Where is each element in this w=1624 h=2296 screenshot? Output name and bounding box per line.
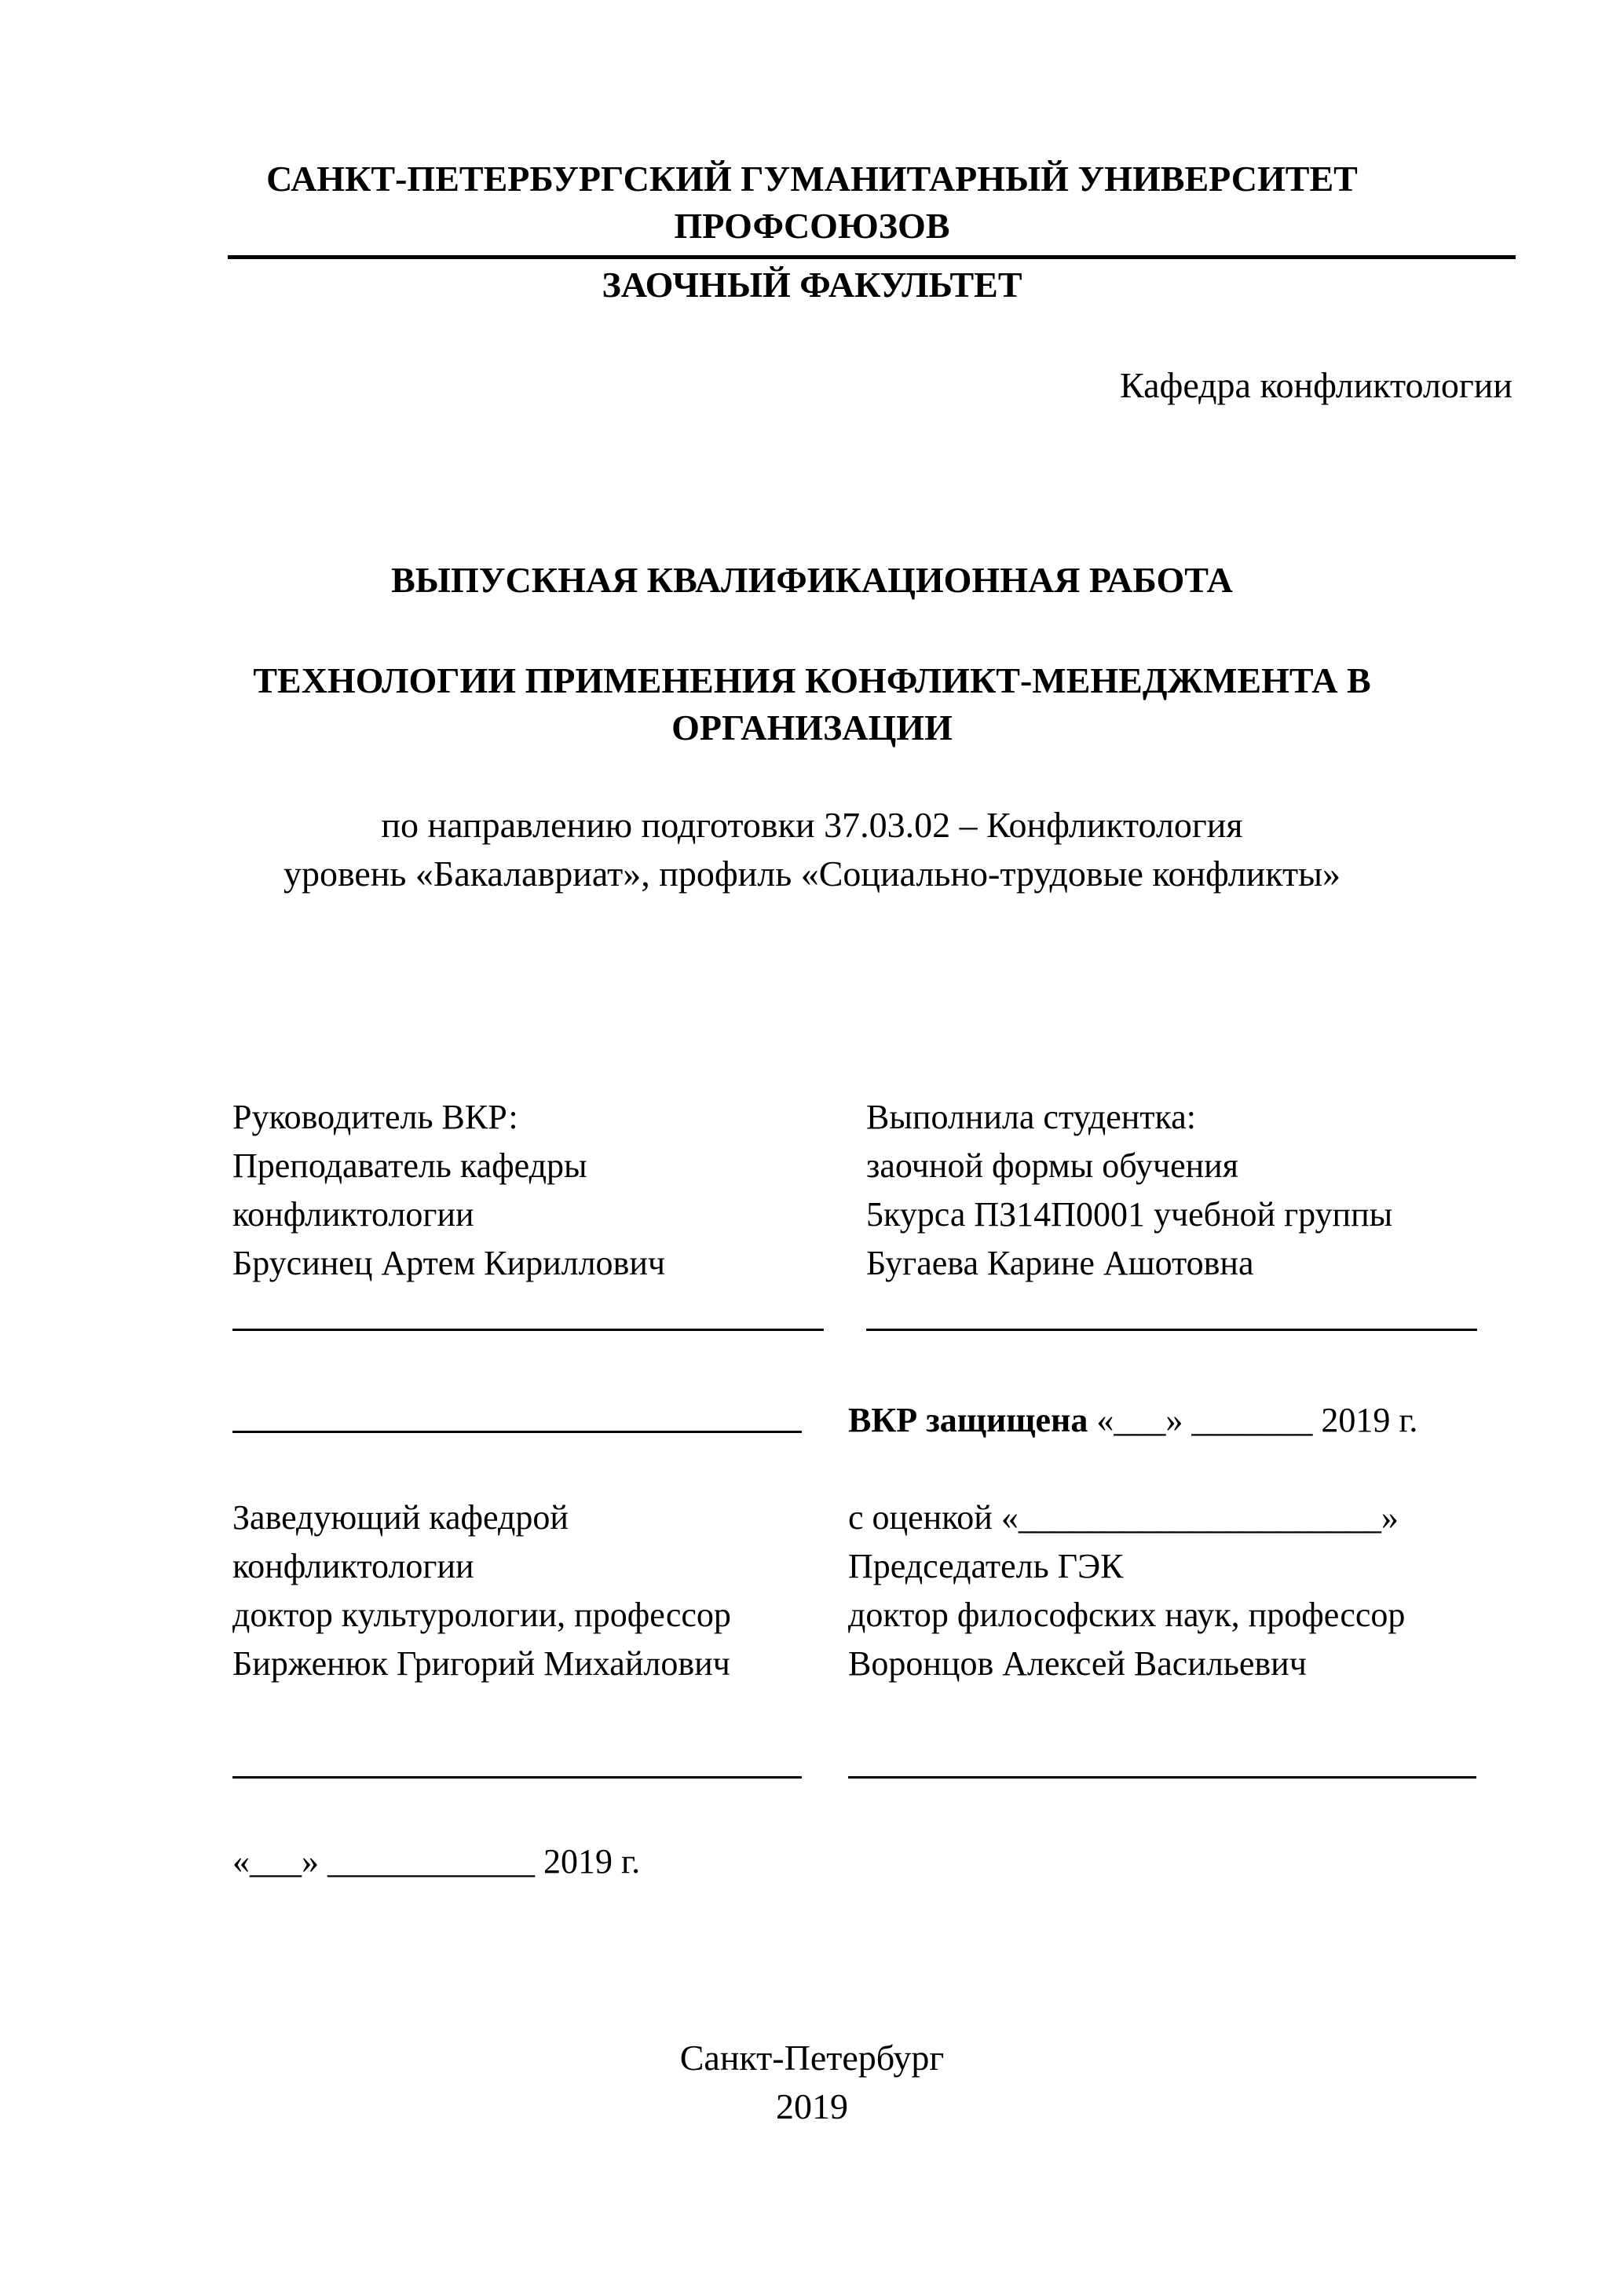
faculty-name: ЗАОЧНЫЙ ФАКУЛЬТЕТ: [602, 265, 1022, 305]
chair-signature-line: [848, 1776, 1476, 1779]
footer-city: Санкт-Петербург: [679, 2038, 945, 2078]
head-signature-line: [232, 1776, 802, 1779]
head-title-line1: Заведующий кафедрой: [232, 1498, 569, 1537]
student-label: Выполнила студентка:: [866, 1098, 1196, 1136]
university-name-line2: ПРОФСОЮЗОВ: [674, 206, 950, 246]
head-title-line2: конфликтологии: [232, 1547, 474, 1585]
chair-degree: доктор философских наук, профессор: [848, 1596, 1406, 1634]
footer-year: 2019: [776, 2086, 848, 2126]
supervisor-position-line2: конфликтологии: [232, 1195, 474, 1234]
work-type-heading: ВЫПУСКНАЯ КВАЛИФИКАЦИОННАЯ РАБОТА: [391, 560, 1233, 600]
left-signature-line: [232, 1431, 802, 1433]
grade-line: с оценкой «_____________________»: [848, 1498, 1399, 1537]
head-of-department-block: [232, 1493, 731, 1688]
supervisor-name: Брусинец Артем Кириллович: [232, 1244, 665, 1282]
defense-date: «___» _______ 2019 г.: [1088, 1401, 1418, 1439]
date-line: «___» ____________ 2019 г.: [232, 1842, 641, 1881]
thesis-topic-line2: ОРГАНИЗАЦИИ: [671, 707, 953, 748]
university-name-line1: САНКТ-ПЕТЕРБУРГСКИЙ ГУМАНИТАРНЫЙ УНИВЕРСИТЕТ: [266, 159, 1358, 199]
commission-chair-block: [848, 1493, 1405, 1688]
department-name: Кафедра конфликтологии: [1120, 365, 1512, 405]
thesis-topic-line1: ТЕХНОЛОГИИ ПРИМЕНЕНИЯ КОНФЛИКТ-МЕНЕДЖМЕНТА В: [253, 660, 1371, 700]
student-group: 5курса ПЗ14П0001 учебной группы: [866, 1195, 1393, 1234]
student-study-form: заочной формы обучения: [866, 1146, 1238, 1185]
defense-line: [848, 1396, 1417, 1445]
student-block: [866, 1093, 1392, 1288]
supervisor-label: Руководитель ВКР:: [232, 1098, 518, 1136]
supervisor-position-line1: Преподаватель кафедры: [232, 1146, 587, 1185]
supervisor-signature-line: [232, 1329, 824, 1331]
head-name: Бирженюк Григорий Михайлович: [232, 1644, 730, 1683]
head-degree: доктор культурологии, профессор: [232, 1596, 731, 1634]
student-name: Бугаева Карине Ашотовна: [866, 1244, 1254, 1282]
chair-name: Воронцов Алексей Васильевич: [848, 1644, 1307, 1683]
study-profile: уровень «Бакалавриат», профиль «Социально-трудовые конфликты»: [283, 854, 1341, 894]
header-divider: [228, 255, 1516, 259]
defense-label: ВКР защищена: [848, 1401, 1088, 1439]
study-direction: по направлению подготовки 37.03.02 – Конфликтология: [381, 805, 1243, 845]
chair-title: Председатель ГЭК: [848, 1547, 1124, 1585]
supervisor-block: [232, 1093, 665, 1288]
student-signature-line: [866, 1329, 1477, 1331]
